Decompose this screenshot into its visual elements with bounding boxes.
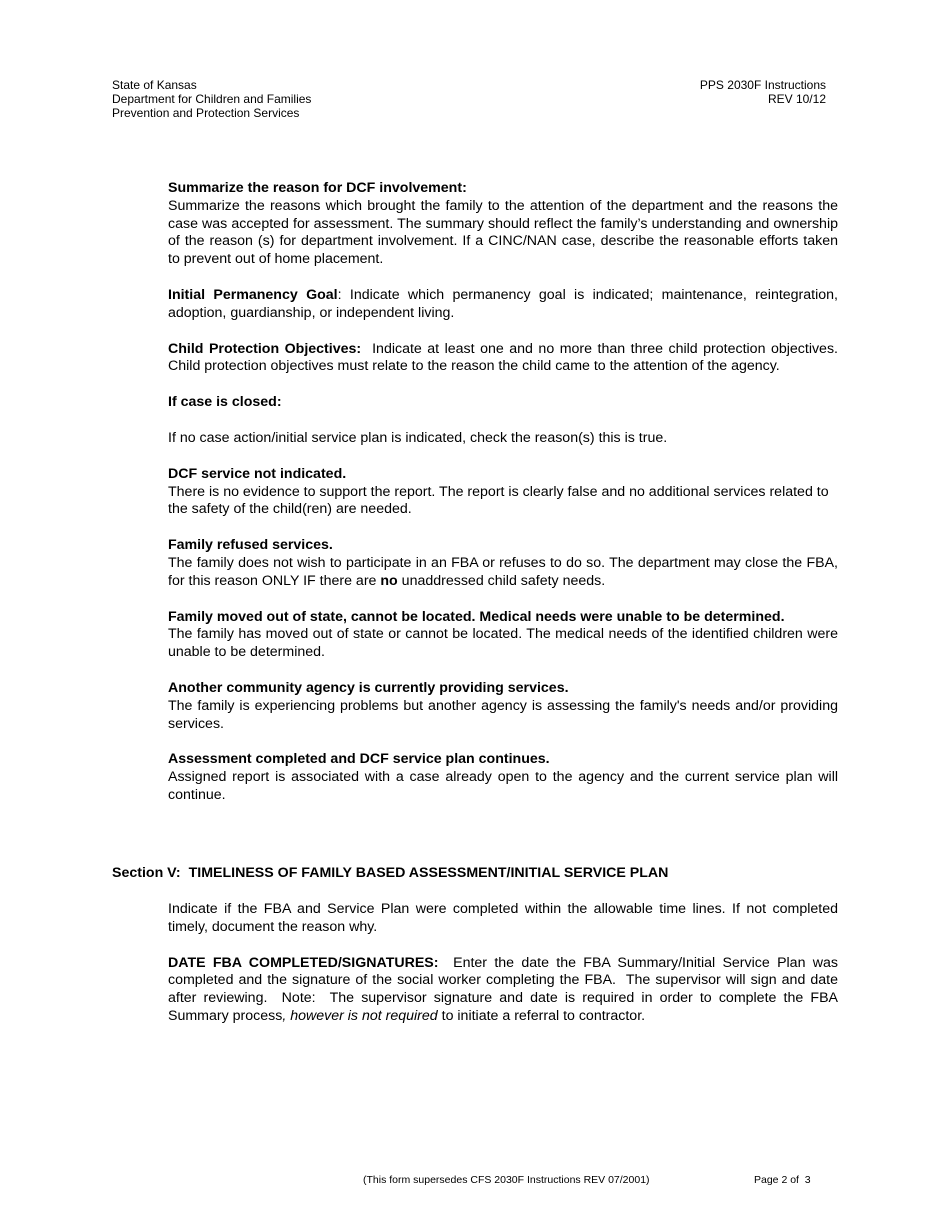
refused-block [168, 537, 838, 590]
objectives-heading: Child Protection Objectives: [168, 340, 362, 357]
refused-emphasis: no [380, 572, 398, 589]
other-agency-heading: Another community agency is currently providing services. [168, 679, 569, 696]
closed-heading-block [168, 394, 838, 412]
footer-page-number: Page 2 of 3 [754, 1174, 811, 1186]
plan-continues-heading: Assessment completed and DCF service plan continues. [168, 751, 550, 768]
timeliness-block [168, 901, 838, 937]
moved-heading: Family moved out of state, cannot be located. Medical needs were unable to be determined. [168, 608, 785, 625]
objectives-block [168, 340, 846, 377]
header-revision: REV 10/12 [767, 92, 826, 106]
not-indicated-heading: DCF service not indicated. [168, 465, 347, 482]
footer-supersedes-note: (This form supersedes CFS 2030F Instructions REV 07/2001) [363, 1174, 650, 1186]
closed-text-block [168, 430, 838, 448]
not-indicated-text-2: the safety of the child(ren) are needed. [168, 501, 412, 518]
section-v-title [112, 865, 668, 881]
permanency-block [168, 287, 838, 323]
moved-text: The family has moved out of state or cannot be located. The medical needs of the identified children were unable to be determined. [168, 626, 838, 661]
refused-text: The family does not wish to participate in an FBA or refuses to do so. The department may close the FBA, for this reason ONLY IF there are [168, 554, 838, 589]
header-form-info [700, 78, 826, 106]
objectives-text: Indicate at least one and no more than three child protection objectives. Child protection objectives must relate to the reason the child came to the attention of the agency. [168, 340, 846, 375]
timeliness-text: Indicate if the FBA and Service Plan were completed within the allowable time lines. If not completed timely, document the reason why. [168, 901, 838, 935]
reason-block [168, 180, 838, 269]
refused-heading: Family refused services. [168, 537, 333, 554]
section-v-label: Section V: [112, 865, 181, 881]
instructions-body [168, 180, 846, 823]
closed-text: If no case action/initial service plan is indicated, check the reason(s) this is true. [168, 429, 668, 446]
signatures-text: Enter the date the FBA Summary/Initial Service Plan was completed and the signature of the social worker completing the FBA. The supervisor will sign and date after reviewing. Note: The supervisor signature and date is required in order to complete the FBA Summary process [168, 954, 842, 1024]
section-v-body [168, 901, 842, 1044]
moved-block [168, 609, 838, 662]
header-division: Prevention and Protection Services [112, 106, 300, 120]
not-indicated-text-1: There is no evidence to support the report. The report is clearly false and no additional services related to [168, 483, 829, 500]
other-agency-block [168, 680, 838, 733]
signatures-heading: DATE FBA COMPLETED/SIGNATURES: [168, 954, 439, 971]
header-agency [112, 78, 311, 120]
signatures-block [168, 954, 842, 1026]
header-form-name: PPS 2030F Instructions [699, 78, 826, 92]
refused-text-end: unaddressed child safety needs. [397, 572, 606, 589]
other-agency-text: The family is experiencing problems but another agency is assessing the family's needs and/or providing services. [168, 697, 838, 732]
section-v-heading: TIMELINESS OF FAMILY BASED ASSESSMENT/INITIAL SERVICE PLAN [188, 865, 669, 881]
reason-text: Summarize the reasons which brought the family to the attention of the department and the reasons the case was accepted for assessment. The summary should reflect the family’s understanding and ownership of the reason (s) for department involvement. If a CINC/NAN case, describe the reasonable efforts taken to prevent out of home placement. [168, 197, 838, 268]
header-department: Department for Children and Families [112, 92, 312, 106]
plan-continues-block [168, 751, 838, 804]
closed-heading: If case is closed: [168, 394, 282, 411]
reason-heading: Summarize the reason for DCF involvement: [168, 180, 467, 196]
permanency-text: : Indicate which permanency goal is indicated; maintenance, reintegration, adoption, guardianship, or independent living. [168, 286, 838, 321]
permanency-heading: Initial Permanency Goal [168, 286, 338, 303]
header-state: State of Kansas [112, 78, 197, 92]
signatures-text-end: to initiate a referral to contractor. [437, 1007, 646, 1024]
not-indicated-block [168, 466, 838, 519]
signatures-italic: , however is not required [282, 1007, 438, 1024]
plan-continues-text: Assigned report is associated with a case already open to the agency and the current service plan will continue. [168, 769, 838, 803]
